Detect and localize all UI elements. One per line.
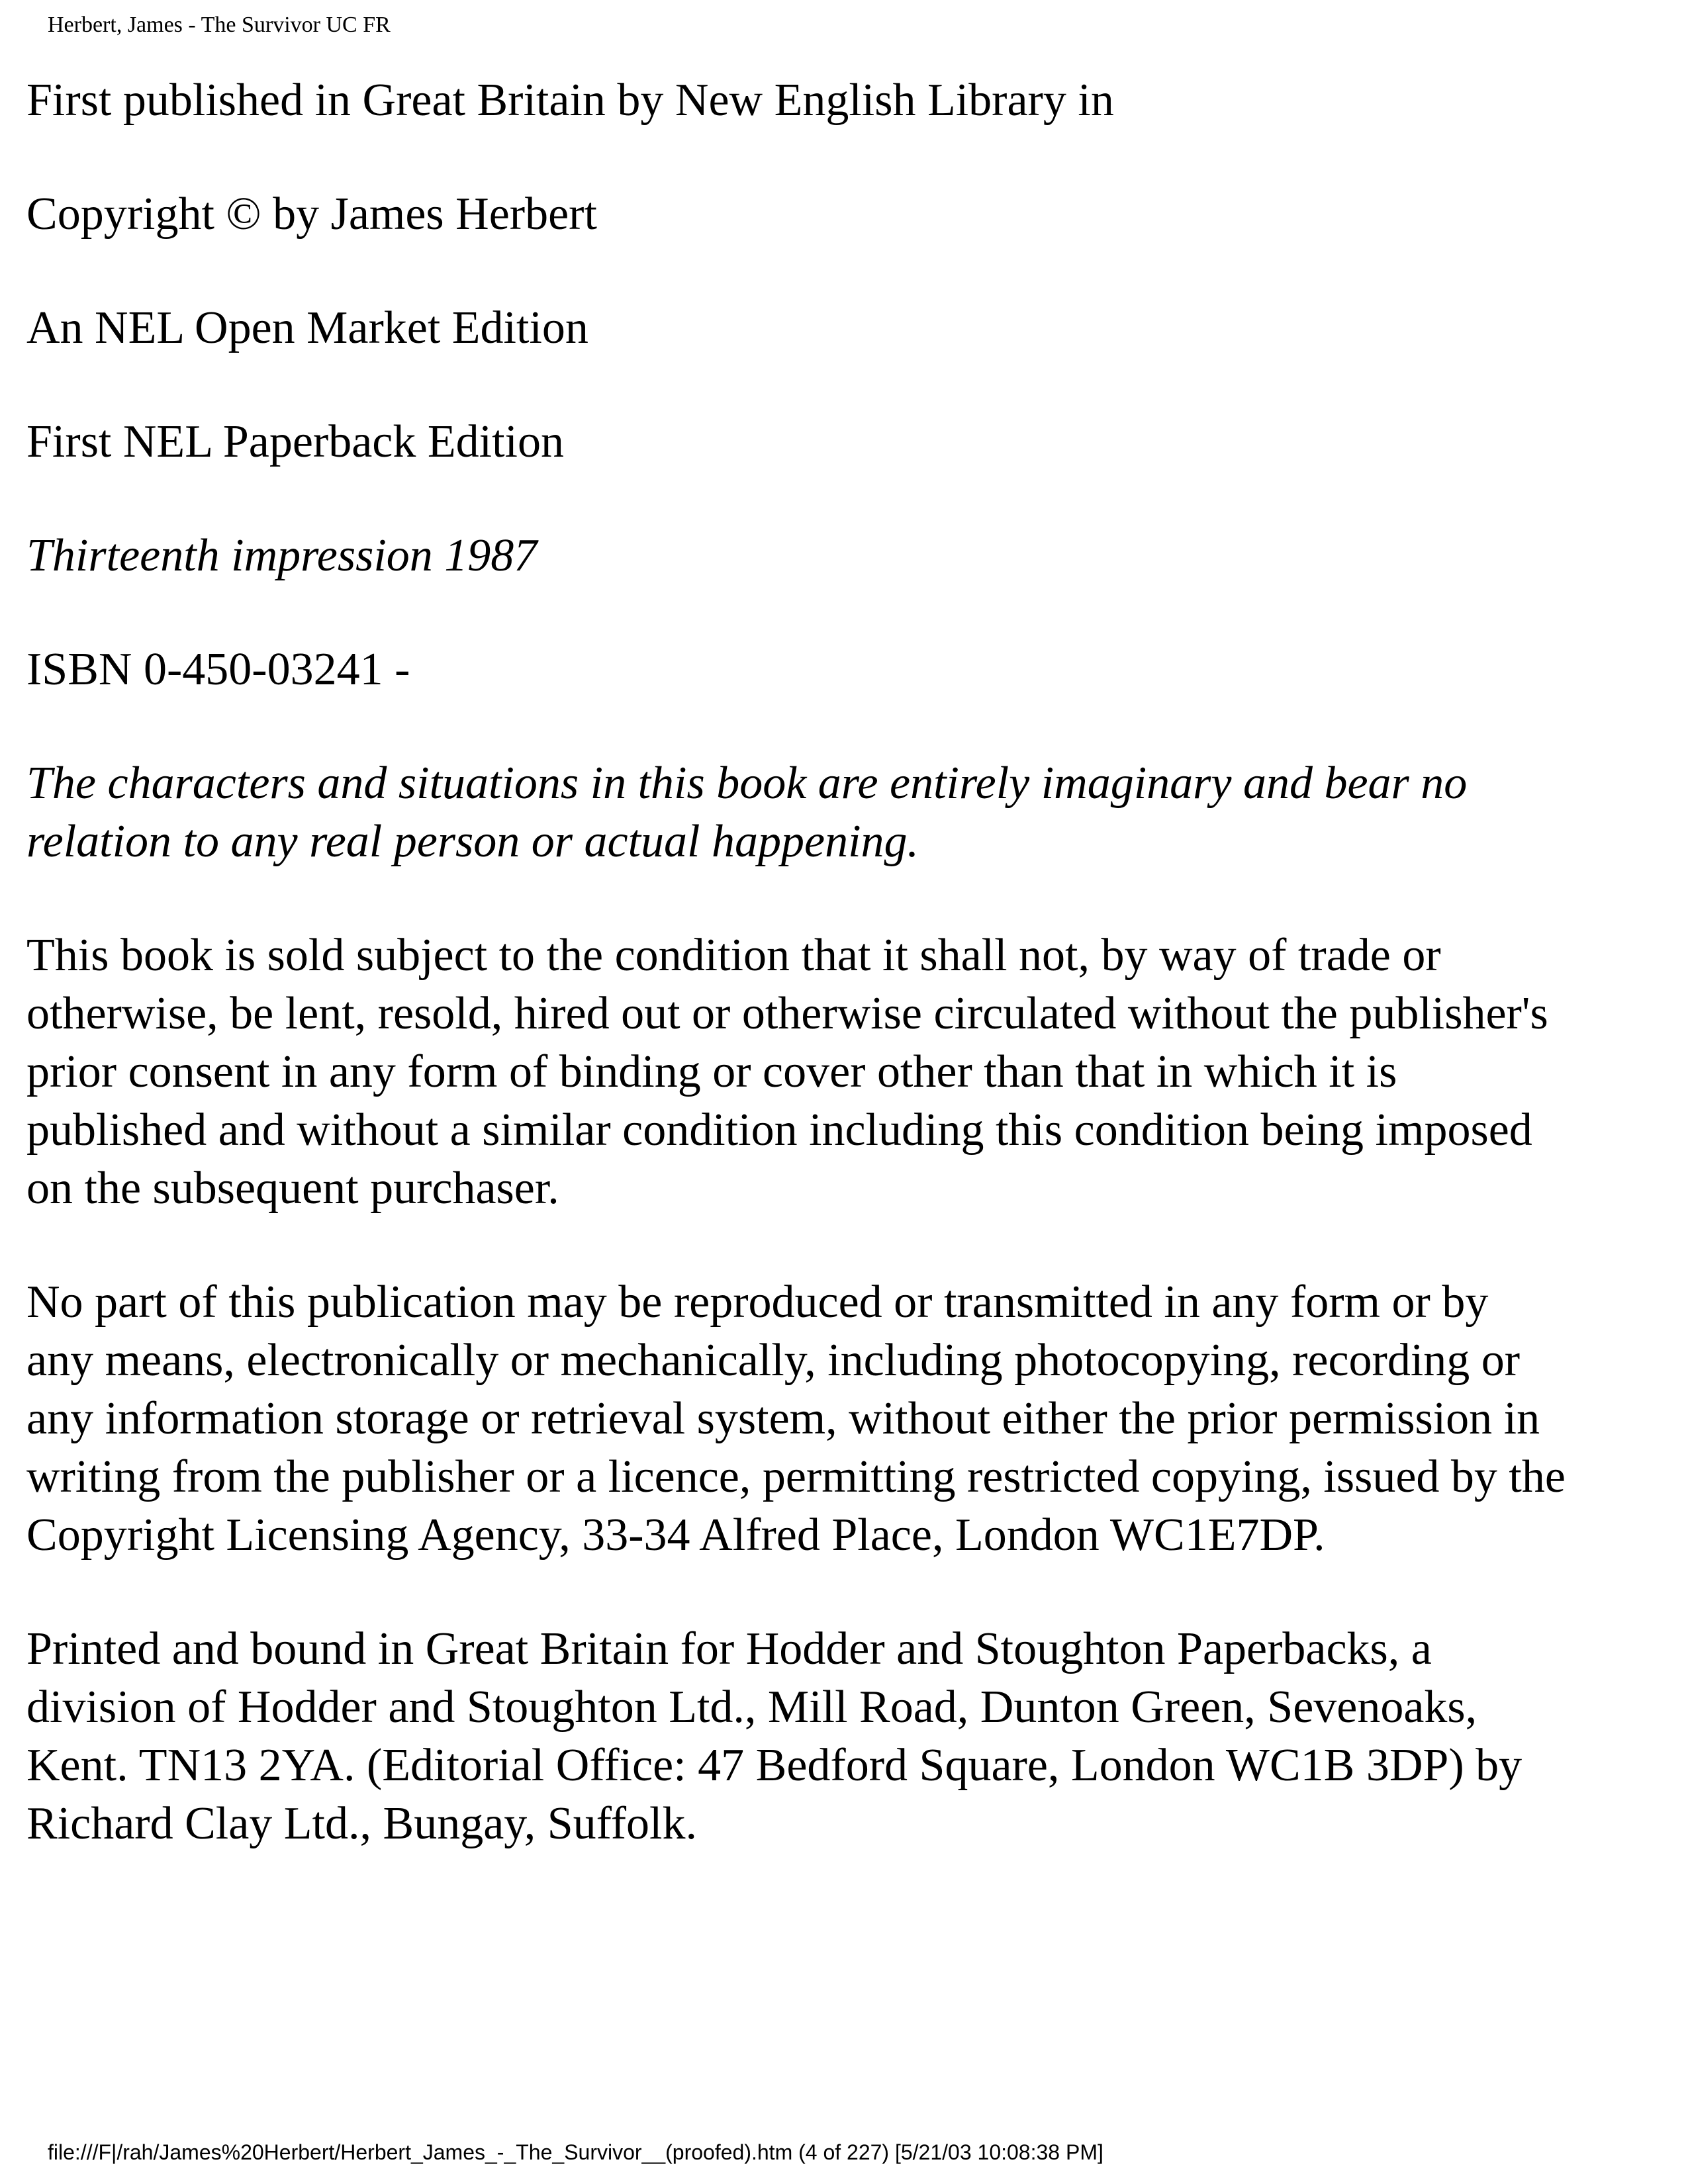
reproduction-notice-line: any information storage or retrieval system, without either the prior permission in xyxy=(26,1393,1540,1444)
first-published-line: First published in Great Britain by New English Library in xyxy=(26,75,1114,126)
sale-condition-line: This book is sold subject to the condition that it shall not, by way of trade or xyxy=(26,930,1441,981)
impression-line: Thirteenth impression 1987 xyxy=(26,530,538,581)
reproduction-notice-line: No part of this publication may be reproduced or transmitted in any form or by xyxy=(26,1277,1489,1328)
printer-line: Kent. TN13 2YA. (Editorial Office: 47 Bedford Square, London WC1B 3DP) by xyxy=(26,1740,1523,1791)
page-footer: file:///F|/rah/James%20Herbert/Herbert_James_-_The_Survivor__(proofed).htm (4 of 227) [5/21/03 10:08:38 PM] xyxy=(48,2140,1103,2164)
document-body xyxy=(26,71,1668,1909)
printer-line: division of Hodder and Stoughton Ltd., Mill Road, Dunton Green, Sevenoaks, xyxy=(26,1682,1477,1733)
reproduction-notice-line: writing from the publisher or a licence, permitting restricted copying, issued by the xyxy=(26,1451,1566,1502)
sale-condition-paragraph xyxy=(26,927,1668,1218)
page-header: Herbert, James - The Survivor UC FR xyxy=(48,13,391,37)
printer-line: Printed and bound in Great Britain for Hodder and Stoughton Paperbacks, a xyxy=(26,1623,1432,1674)
open-market-edition-line: An NEL Open Market Edition xyxy=(26,302,588,353)
paperback-edition-line: First NEL Paperback Edition xyxy=(26,416,564,467)
sale-condition-line: prior consent in any form of binding or cover other than that in which it is xyxy=(26,1046,1397,1097)
disclaimer-line: The characters and situations in this book are entirely imaginary and bear no xyxy=(26,758,1468,809)
reproduction-notice-line: Copyright Licensing Agency, 33-34 Alfred Place, London WC1E7DP. xyxy=(26,1510,1325,1561)
copyright-line: Copyright © by James Herbert xyxy=(26,189,597,240)
printer-paragraph xyxy=(26,1620,1668,1853)
isbn-line: ISBN 0-450-03241 - xyxy=(26,644,410,695)
disclaimer-line: relation to any real person or actual happening. xyxy=(26,816,919,867)
sale-condition-line: otherwise, be lent, resold, hired out or otherwise circulated without the publisher's xyxy=(26,988,1548,1039)
reproduction-notice-line: any means, electronically or mechanically, including photocopying, recording or xyxy=(26,1335,1521,1386)
sale-condition-line: published and without a similar condition including this condition being imposed xyxy=(26,1105,1532,1156)
disclaimer-paragraph xyxy=(26,754,1668,871)
reproduction-notice-paragraph xyxy=(26,1273,1668,1565)
printer-line: Richard Clay Ltd., Bungay, Suffolk. xyxy=(26,1798,697,1849)
sale-condition-line: on the subsequent purchaser. xyxy=(26,1163,559,1214)
